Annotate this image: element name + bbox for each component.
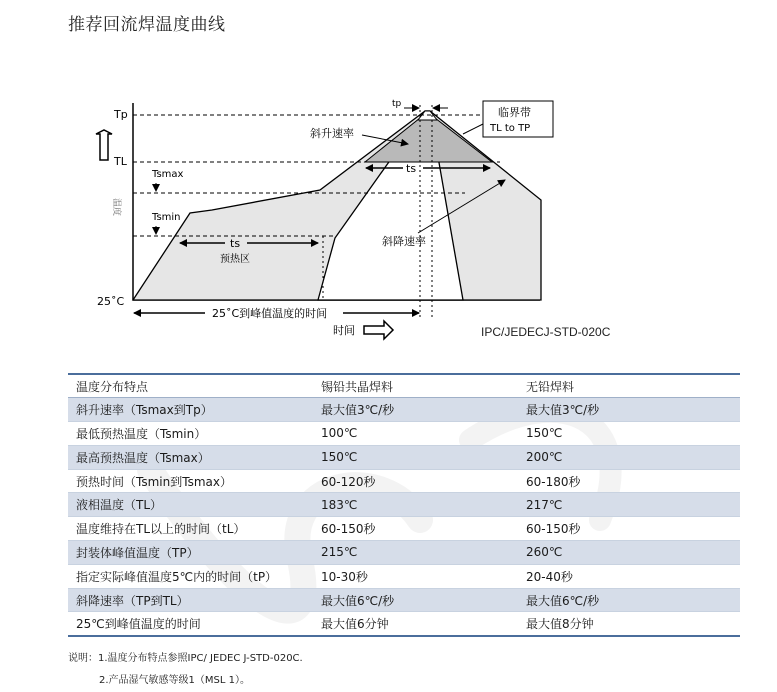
table-cell: 200℃ [526, 450, 563, 465]
standard-label: IPC/JEDECJ-STD-020C [481, 325, 611, 339]
table-cell: 最大值6分钟 [321, 617, 389, 632]
page-title: 推荐回流焊温度曲线 [68, 15, 226, 35]
table-cell: 液相温度（TL） [76, 498, 163, 513]
time-right-arrow-icon [364, 321, 393, 339]
table-cell: 100℃ [321, 426, 358, 441]
table-cell: 封装体峰值温度（TP） [76, 545, 199, 560]
critical-zone-range: TL to TP [490, 123, 531, 134]
table-header: 温度分布特点 [76, 379, 149, 394]
table-row [68, 541, 740, 565]
table-cell: 150℃ [526, 426, 563, 441]
table-cell: 最大值6℃/秒 [321, 593, 395, 608]
table-cell: 25℃到峰值温度的时间 [76, 617, 201, 632]
table-row [68, 469, 740, 493]
table-cell: 最大值3℃/秒 [526, 403, 600, 418]
span-label: 25˚C到峰值温度的时间 [212, 307, 328, 320]
table-cell: 最大值3℃/秒 [321, 403, 395, 418]
table-row [68, 422, 740, 446]
table-row [68, 588, 740, 612]
table-cell: 指定实际峰值温度5℃内的时间（tP） [76, 569, 278, 584]
table-row [68, 612, 740, 636]
table-cell: 最大值6℃/秒 [526, 593, 600, 608]
table-cell: 温度维持在TL以上的时间（tL） [76, 522, 246, 537]
table-header: 锡铅共晶焊料 [321, 379, 394, 394]
note-line: 2.产品湿气敏感等级1（MSL 1）。 [99, 675, 250, 686]
table-cell: 斜降速率（TP到TL） [76, 593, 189, 608]
notes [68, 648, 303, 692]
time-label: 时间 [333, 324, 355, 337]
preheat-label: 预热区 [220, 254, 250, 265]
room-temp-label: 25˚C [97, 295, 125, 308]
table-cell: 60-150秒 [321, 522, 376, 537]
table-cell: 斜升速率（Tsmax到Tp） [76, 403, 213, 418]
table-cell: 60-120秒 [321, 474, 376, 489]
table-cell: 260℃ [526, 545, 563, 560]
reflow-spec-table [68, 373, 740, 637]
tl-label: TL [114, 155, 127, 168]
critical-zone [365, 118, 492, 162]
ts-preheat-label: ts [230, 237, 241, 250]
table-cell: 183℃ [321, 497, 358, 512]
table-cell: 60-150秒 [526, 522, 581, 537]
table-header-row [68, 374, 740, 398]
note-line: 说明：1.温度分布特点参照IPC/ JEDEC J-STD-020C. [68, 653, 303, 664]
table-cell: 10-30秒 [321, 569, 368, 584]
table-cell: 最低预热温度（Tsmin） [76, 426, 207, 441]
table-header: 无铅焊料 [526, 379, 575, 394]
critical-zone-title: 临界带 [498, 106, 531, 119]
tsmax-label: Tsmax [152, 169, 184, 180]
tp-small-label: tp [392, 99, 402, 109]
table-cell: 最高预热温度（Tsmax） [76, 450, 210, 465]
table-cell: 215℃ [321, 545, 358, 560]
table-row [68, 564, 740, 588]
table-row [68, 398, 740, 422]
y-axis-label: 温度 [111, 198, 121, 217]
tsmin-label: Tsmin [152, 212, 181, 223]
table-cell: 最大值8分钟 [526, 617, 594, 632]
table-row [68, 445, 740, 469]
critical-zone-leader [463, 124, 483, 134]
ts-upper-label: ts [406, 162, 417, 175]
table-cell: 预热时间（Tsmin到Tsmax） [76, 474, 232, 489]
table-cell: 150℃ [321, 450, 358, 465]
tp-label: Tp [114, 108, 128, 121]
ramp-down-label: 斜降速率 [382, 235, 426, 248]
table-row [68, 493, 740, 517]
table-cell: 60-180秒 [526, 474, 581, 489]
temperature-up-arrow-icon [96, 130, 112, 160]
table-cell: 20-40秒 [526, 569, 573, 584]
table-row [68, 517, 740, 541]
table-cell: 217℃ [526, 497, 563, 512]
ramp-up-label: 斜升速率 [310, 127, 354, 140]
